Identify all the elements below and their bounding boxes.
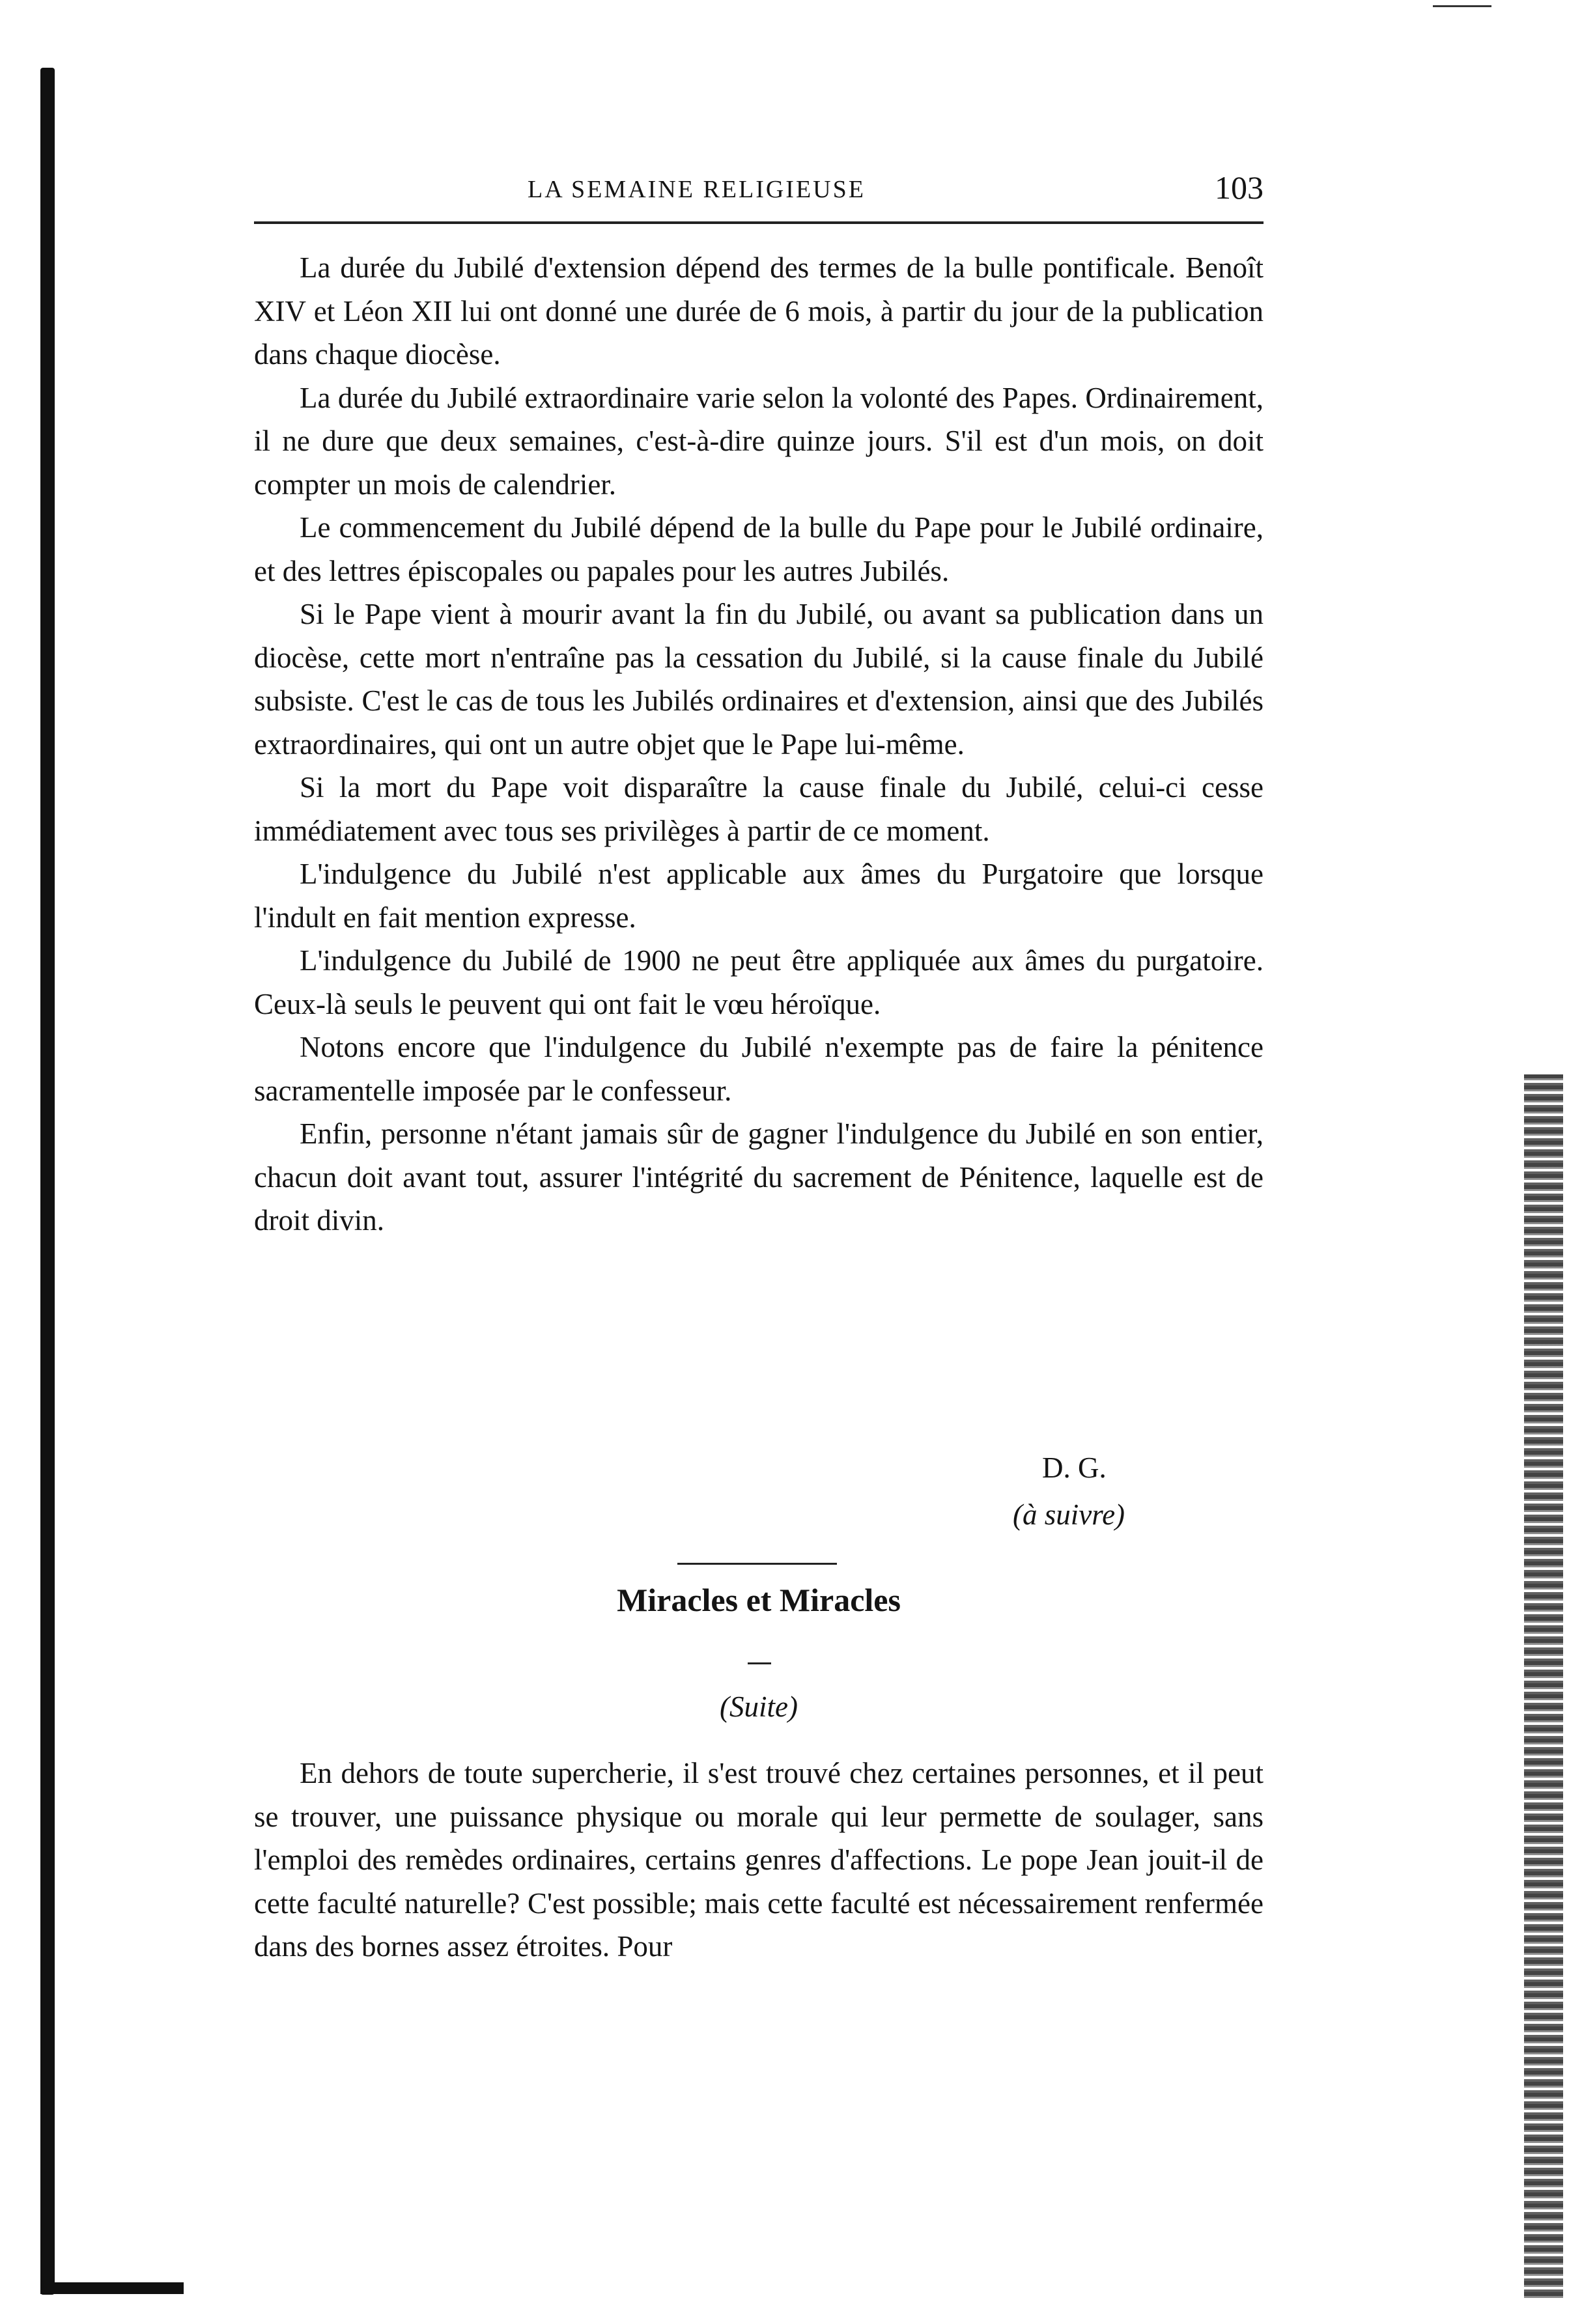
section-title: Miracles et Miracles bbox=[617, 1582, 901, 1618]
page-edge-noise bbox=[1524, 1074, 1563, 2299]
header-rule bbox=[254, 221, 1264, 224]
journal-title: LA SEMAINE RELIGIEUSE bbox=[528, 176, 866, 203]
article-jubile bbox=[254, 246, 1264, 1242]
paragraph: Si le Pape vient à mourir avant la fin du Jubilé, ou avant sa publication dans un diocèse, cette mort n'entraîne pas la cessation du Jubilé, si la cause finale du Jubilé subsiste. C'est le cas de tous les Jubilés ordinaires et d'extension, ainsi que des Jubilés extraordinaires, qui ont un autre objet que le Pape lui-même. bbox=[254, 598, 1264, 761]
paragraph: L'indulgence du Jubilé n'est applicable aux âmes du Purgatoire que lorsque l'indult en fait mention expresse. bbox=[254, 858, 1264, 934]
section-subtitle: (Suite) bbox=[720, 1690, 798, 1723]
paragraph: La durée du Jubilé d'extension dépend des termes de la bulle pontificale. Benoît XIV et Léon XII lui ont donné une durée de 6 mois, à partir du jour de la publication dans chaque diocèse. bbox=[254, 251, 1264, 371]
paragraph: Si la mort du Pape voit disparaître la cause finale du Jubilé, celui-ci cesse immédiatement avec tous ses privilèges à partir de ce moment. bbox=[254, 771, 1264, 847]
paragraph: La durée du Jubilé extraordinaire varie selon la volonté des Papes. Ordinairement, il ne dure que deux semaines, c'est-à-dire quinze jours. S'il est d'un mois, on doit compter un mois de calendrier. bbox=[254, 381, 1264, 501]
paragraph: Notons encore que l'indulgence du Jubilé n'exempte pas de faire la pénitence sacramentelle imposée par le confesseur. bbox=[254, 1031, 1264, 1107]
page-number: 103 bbox=[1215, 169, 1264, 206]
running-header bbox=[254, 166, 1264, 218]
paragraph: L'indulgence du Jubilé de 1900 ne peut être appliquée aux âmes du purgatoire. Ceux-là seuls le peuvent qui ont fait le vœu héroïque. bbox=[254, 944, 1264, 1020]
continued-note: (à suivre) bbox=[1013, 1498, 1125, 1531]
article-miracles bbox=[254, 1752, 1264, 1968]
paragraph: Le commencement du Jubilé dépend de la bulle du Pape pour le Jubilé ordinaire, et des lettres épiscopales ou papales pour les autres Jubilés. bbox=[254, 511, 1264, 587]
author-signature: D. G. bbox=[1042, 1451, 1107, 1484]
title-dash bbox=[748, 1662, 771, 1664]
paragraph: En dehors de toute supercherie, il s'est trouvé chez certaines personnes, et il peut se trouver, une puissance physique ou morale qui leur permette de soulager, sans l'emploi des remèdes ordinaires, certains genres d'affections. Le pope Jean jouit-il de cette faculté naturelle? C'est possible; mais cette faculté est nécessairement renfermée dans des bornes assez étroites. Pour bbox=[254, 1757, 1264, 1963]
section-divider bbox=[677, 1563, 837, 1565]
binding-shadow-foot bbox=[40, 2282, 184, 2294]
binding-shadow bbox=[40, 68, 55, 2295]
paragraph: Enfin, personne n'étant jamais sûr de gagner l'indulgence du Jubilé en son entier, chacun doit avant tout, assurer l'intégrité du sacrement de Pénitence, laquelle est de droit divin. bbox=[254, 1117, 1264, 1237]
scan-mark bbox=[1433, 5, 1491, 7]
